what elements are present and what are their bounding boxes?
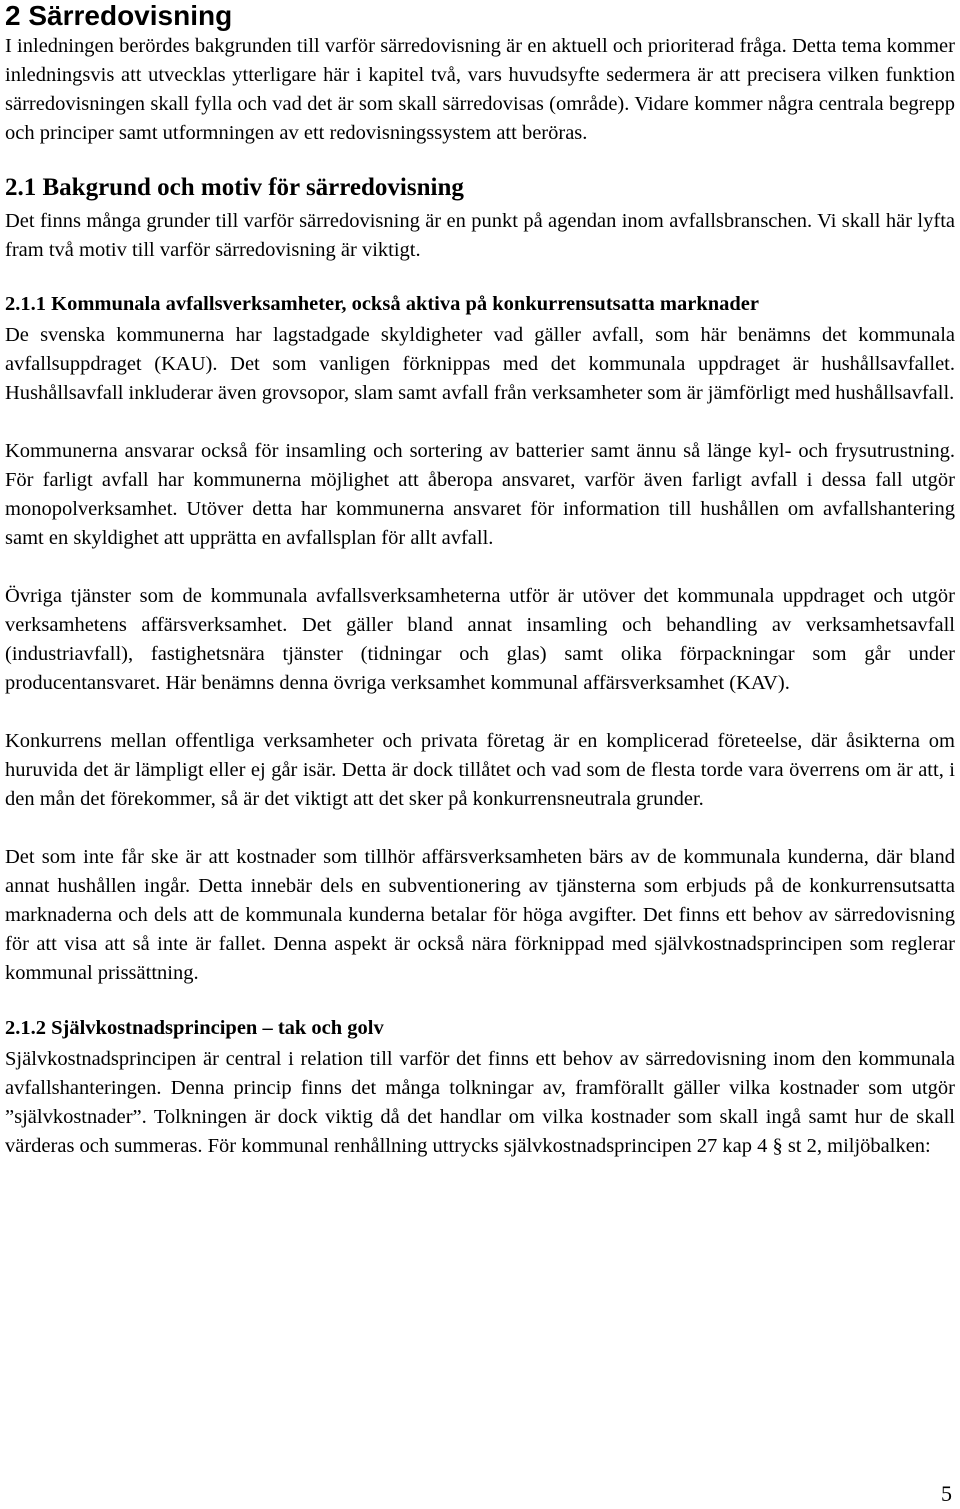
section-2-1-1-paragraph: Övriga tjänster som de kommunala avfallsverksamheterna utför är utöver det kommunala uppdraget och utgör verksamhetens affärsverksamhet. Det gäller bland annat insamling och behandling av verksamhetsavfall (industriavfall), fastighetsnära tjänster (tidningar och glas) samt olika förpackningar som går under producentansvaret. Här benämns denna övriga verksamhet kommunal affärsverksamhet (KAV). (5, 585, 955, 694)
page-number: 5 (941, 1481, 952, 1506)
section-2-1-paragraph: Det finns många grunder till varför särredovisning är en punkt på agendan inom avfallsbranschen. Vi skall här lyfta fram två motiv till varför särredovisning är viktigt. (5, 210, 955, 261)
document-page (5, 0, 955, 1161)
section-2-1-2-paragraph: Självkostnadsprincipen är central i relation till varför det finns ett behov av särredovisning inom den kommunala avfallshanteringen. Denna princip finns det många tolkningar av, framförallt gäller vilka kostnader som utgör ”självkostnader”. Tolkningen är dock viktig då det handlar om vilka kostnader som skall ingå samt hur de skall värderas och summeras. För kommunal renhållning uttrycks självkostnadsprincipen 27 kap 4 § st 2, miljöbalken: (5, 1048, 955, 1157)
section-2-1-1-paragraph: Kommunerna ansvarar också för insamling och sortering av batterier samt ännu så länge kyl- och frysutrustning. För farligt avfall har kommunerna möjlighet att åberopa ansvaret, varför även farligt avfall i dessa fall utgör monopolverksamhet. Utöver detta har kommunerna ansvaret för information till hushållen om avfallshantering samt en skyldighet att upprätta en avfallsplan för allt avfall. (5, 440, 955, 549)
chapter-heading: 2 Särredovisning (5, 0, 233, 31)
intro-paragraph: I inledningen berördes bakgrunden till varför särredovisning är en aktuell och prioriterad fråga. Detta tema kommer inledningsvis att utvecklas ytterligare här i kapitel två, vars huvudsyfte sedermera är att precisera vilken funktion särredovisningen skall fylla och vad det är som skall särredovisas (område). Vidare kommer några centrala begrepp och principer samt utformningen av ett redovisningssystem att beröras. (5, 35, 955, 144)
section-2-1-1-paragraph: Det som inte får ske är att kostnader som tillhör affärsverksamheten bärs av de kommunala kunderna, där bland annat hushållen ingår. Detta innebär dels en subventionering av tjänsterna som erbjuds på de konkurrensutsatta marknaderna och dels att de kommunala kunderna betalar för höga avgifter. Det finns ett behov av särredovisning för att visa att så inte är fallet. Denna aspekt är också nära förknippad med självkostnadsprincipen som reglerar kommunal prissättning. (5, 846, 955, 984)
section-2-1-1-paragraph: De svenska kommunerna har lagstadgade skyldigheter vad gäller avfall, som här benämns det kommunala avfallsuppdraget (KAU). Det som vanligen förknippas med det kommunala uppdraget är hushållsavfallet. Hushållsavfall inkluderar även grovsopor, slam samt avfall från verksamheter som är jämförligt med hushållsavfall. (5, 324, 955, 404)
section-2-1-heading: 2.1 Bakgrund och motiv för särredovisning (5, 174, 464, 201)
section-2-1-1-paragraph: Konkurrens mellan offentliga verksamheter och privata företag är en komplicerad företeelse, där åsikterna om huruvida det är lämpligt eller ej går isär. Detta är dock tillåtet och vad som de flesta torde vara överrens om är att, i den mån det förekommer, så är det viktigt att det sker på konkurrensneutrala grunder. (5, 730, 955, 810)
section-2-1-2-heading: 2.1.2 Självkostnadsprincipen – tak och golv (5, 1017, 384, 1039)
section-2-1-1-heading: 2.1.1 Kommunala avfallsverksamheter, också aktiva på konkurrensutsatta marknader (5, 293, 759, 315)
